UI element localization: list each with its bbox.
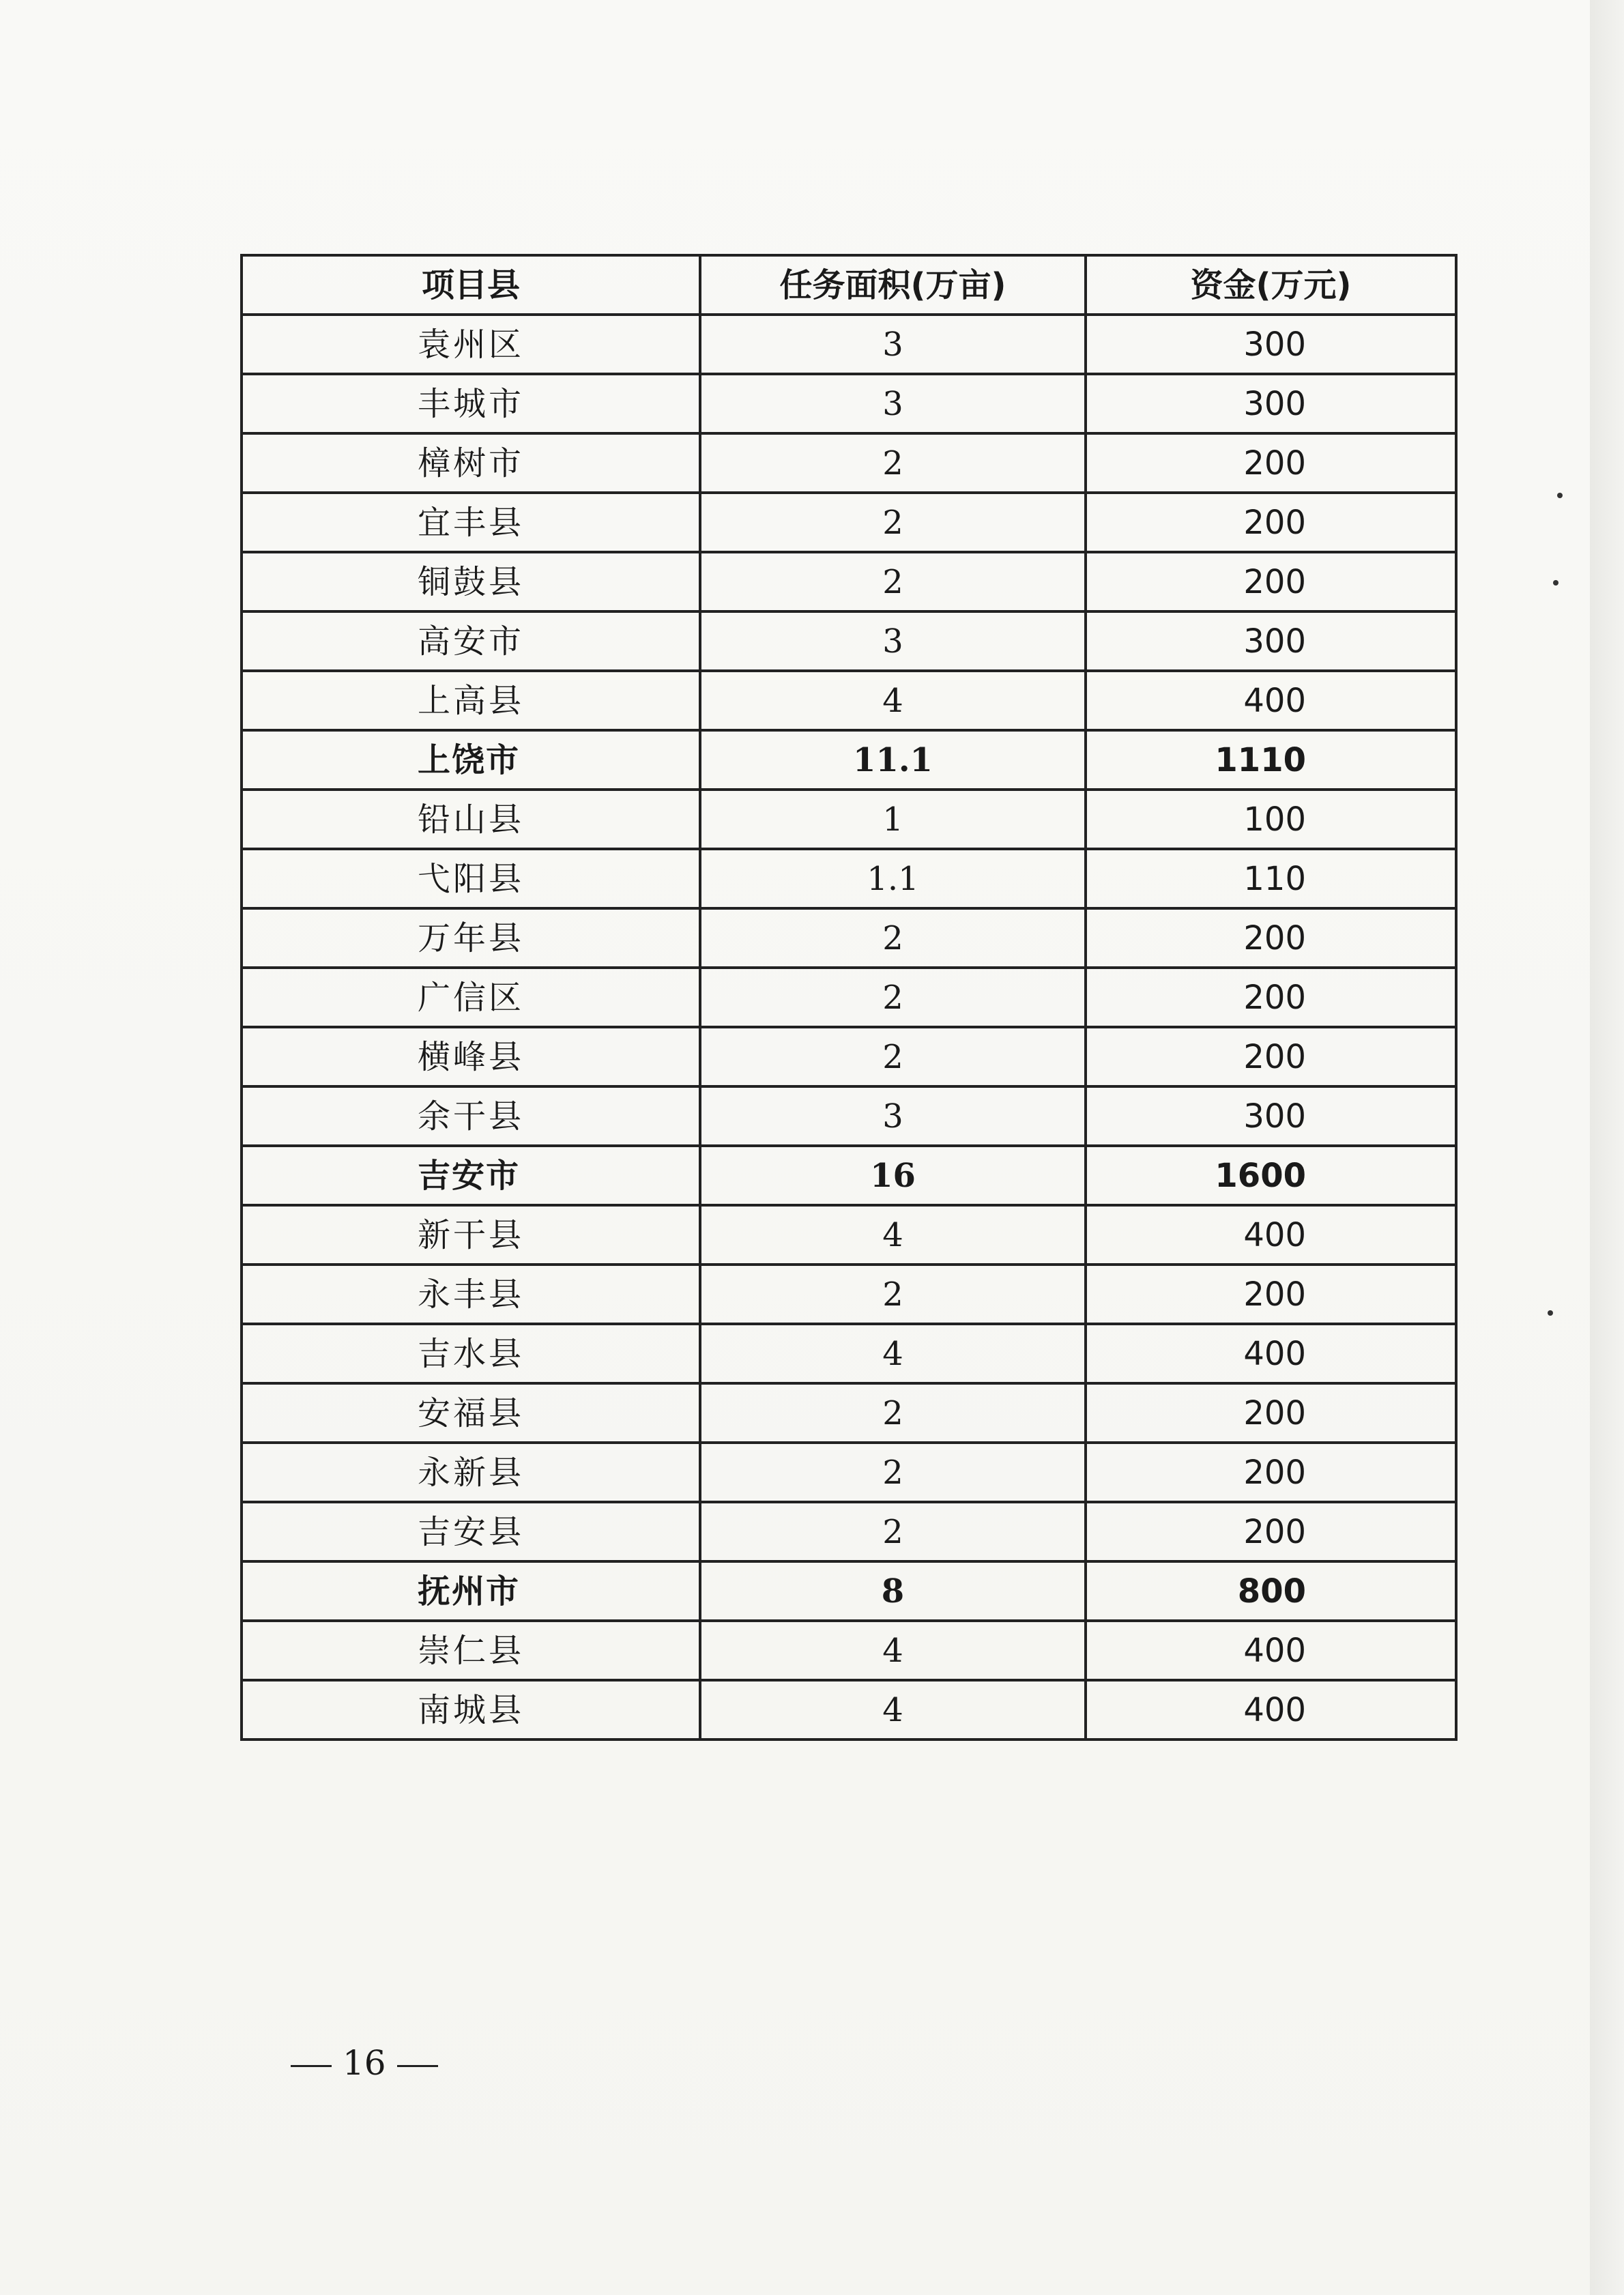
- cell-area: 4: [700, 1680, 1086, 1740]
- cell-fund: 200: [1086, 1265, 1456, 1324]
- cell-fund: 200: [1086, 968, 1456, 1027]
- cell-area: 3: [700, 611, 1086, 671]
- cell-county: 吉安市: [242, 1146, 700, 1205]
- header-county: 项目县: [242, 255, 700, 315]
- cell-fund: 1110: [1086, 730, 1456, 790]
- cell-area: 4: [700, 671, 1086, 730]
- cell-fund: 800: [1086, 1561, 1456, 1621]
- cell-fund: 200: [1086, 1383, 1456, 1443]
- table-row: [242, 433, 1456, 493]
- cell-county: 宜丰县: [242, 493, 700, 552]
- cell-area: 3: [700, 374, 1086, 433]
- table-row: [242, 611, 1456, 671]
- scan-speck: [1557, 493, 1563, 498]
- cell-area: 2: [700, 1383, 1086, 1443]
- cell-fund: 200: [1086, 1502, 1456, 1561]
- cell-fund: 200: [1086, 433, 1456, 493]
- table-row: [242, 315, 1456, 374]
- cell-area: 1.1: [700, 849, 1086, 908]
- table-row: [242, 552, 1456, 611]
- cell-fund: 300: [1086, 611, 1456, 671]
- cell-fund: 200: [1086, 908, 1456, 968]
- table-subtotal-row: [242, 1146, 1456, 1205]
- page-number: 16: [343, 2043, 386, 2083]
- cell-area: 4: [700, 1621, 1086, 1680]
- cell-fund: 300: [1086, 374, 1456, 433]
- cell-county: 袁州区: [242, 315, 700, 374]
- cell-area: 8: [700, 1561, 1086, 1621]
- cell-area: 2: [700, 1502, 1086, 1561]
- allocation-table: [240, 254, 1458, 1741]
- table-body: [242, 315, 1456, 1740]
- table-row: [242, 1324, 1456, 1383]
- cell-county: 吉安县: [242, 1502, 700, 1561]
- cell-fund: 110: [1086, 849, 1456, 908]
- table-row: [242, 849, 1456, 908]
- table-subtotal-row: [242, 730, 1456, 790]
- table-row: [242, 1621, 1456, 1680]
- scan-speck: [1548, 1310, 1553, 1316]
- cell-area: 16: [700, 1146, 1086, 1205]
- cell-fund: 400: [1086, 1621, 1456, 1680]
- cell-county: 南城县: [242, 1680, 700, 1740]
- cell-fund: 400: [1086, 1324, 1456, 1383]
- table-row: [242, 1086, 1456, 1146]
- table-row: [242, 1443, 1456, 1502]
- cell-area: 11.1: [700, 730, 1086, 790]
- cell-county: 万年县: [242, 908, 700, 968]
- footer-dash-right: [397, 2065, 438, 2067]
- cell-county: 铅山县: [242, 790, 700, 849]
- cell-area: 3: [700, 315, 1086, 374]
- cell-county: 余干县: [242, 1086, 700, 1146]
- table-row: [242, 908, 1456, 968]
- cell-fund: 100: [1086, 790, 1456, 849]
- cell-fund: 200: [1086, 1027, 1456, 1086]
- header-fund: 资金(万元): [1086, 255, 1456, 315]
- cell-area: 1: [700, 790, 1086, 849]
- table-row: [242, 1205, 1456, 1265]
- cell-county: 抚州市: [242, 1561, 700, 1621]
- footer-dash-left: [291, 2065, 332, 2067]
- table-subtotal-row: [242, 1561, 1456, 1621]
- table-header-row: [242, 255, 1456, 315]
- cell-county: 铜鼓县: [242, 552, 700, 611]
- table-row: [242, 671, 1456, 730]
- cell-area: 2: [700, 552, 1086, 611]
- cell-county: 弋阳县: [242, 849, 700, 908]
- cell-area: 2: [700, 1265, 1086, 1324]
- cell-fund: 400: [1086, 1205, 1456, 1265]
- cell-fund: 400: [1086, 671, 1456, 730]
- cell-county: 永丰县: [242, 1265, 700, 1324]
- cell-fund: 300: [1086, 315, 1456, 374]
- cell-area: 4: [700, 1324, 1086, 1383]
- cell-area: 2: [700, 968, 1086, 1027]
- cell-county: 新干县: [242, 1205, 700, 1265]
- cell-fund: 200: [1086, 1443, 1456, 1502]
- cell-county: 吉水县: [242, 1324, 700, 1383]
- cell-area: 2: [700, 1027, 1086, 1086]
- cell-county: 上饶市: [242, 730, 700, 790]
- table-row: [242, 1680, 1456, 1740]
- cell-county: 高安市: [242, 611, 700, 671]
- cell-area: 4: [700, 1205, 1086, 1265]
- page-footer: [280, 2043, 449, 2083]
- cell-county: 上高县: [242, 671, 700, 730]
- scan-speck: [1553, 580, 1558, 586]
- cell-county: 丰城市: [242, 374, 700, 433]
- cell-county: 横峰县: [242, 1027, 700, 1086]
- cell-fund: 200: [1086, 552, 1456, 611]
- table-row: [242, 1265, 1456, 1324]
- cell-area: 2: [700, 1443, 1086, 1502]
- cell-county: 安福县: [242, 1383, 700, 1443]
- cell-county: 崇仁县: [242, 1621, 700, 1680]
- cell-county: 永新县: [242, 1443, 700, 1502]
- table-row: [242, 493, 1456, 552]
- table-row: [242, 374, 1456, 433]
- table-row: [242, 790, 1456, 849]
- header-area: 任务面积(万亩): [700, 255, 1086, 315]
- page-edge-shadow: [1590, 0, 1624, 2295]
- cell-area: 2: [700, 908, 1086, 968]
- cell-area: 2: [700, 493, 1086, 552]
- table-row: [242, 1027, 1456, 1086]
- cell-fund: 200: [1086, 493, 1456, 552]
- table-row: [242, 968, 1456, 1027]
- table-row: [242, 1383, 1456, 1443]
- cell-fund: 400: [1086, 1680, 1456, 1740]
- table-row: [242, 1502, 1456, 1561]
- cell-area: 3: [700, 1086, 1086, 1146]
- cell-fund: 1600: [1086, 1146, 1456, 1205]
- cell-fund: 300: [1086, 1086, 1456, 1146]
- cell-county: 广信区: [242, 968, 700, 1027]
- cell-area: 2: [700, 433, 1086, 493]
- cell-county: 樟树市: [242, 433, 700, 493]
